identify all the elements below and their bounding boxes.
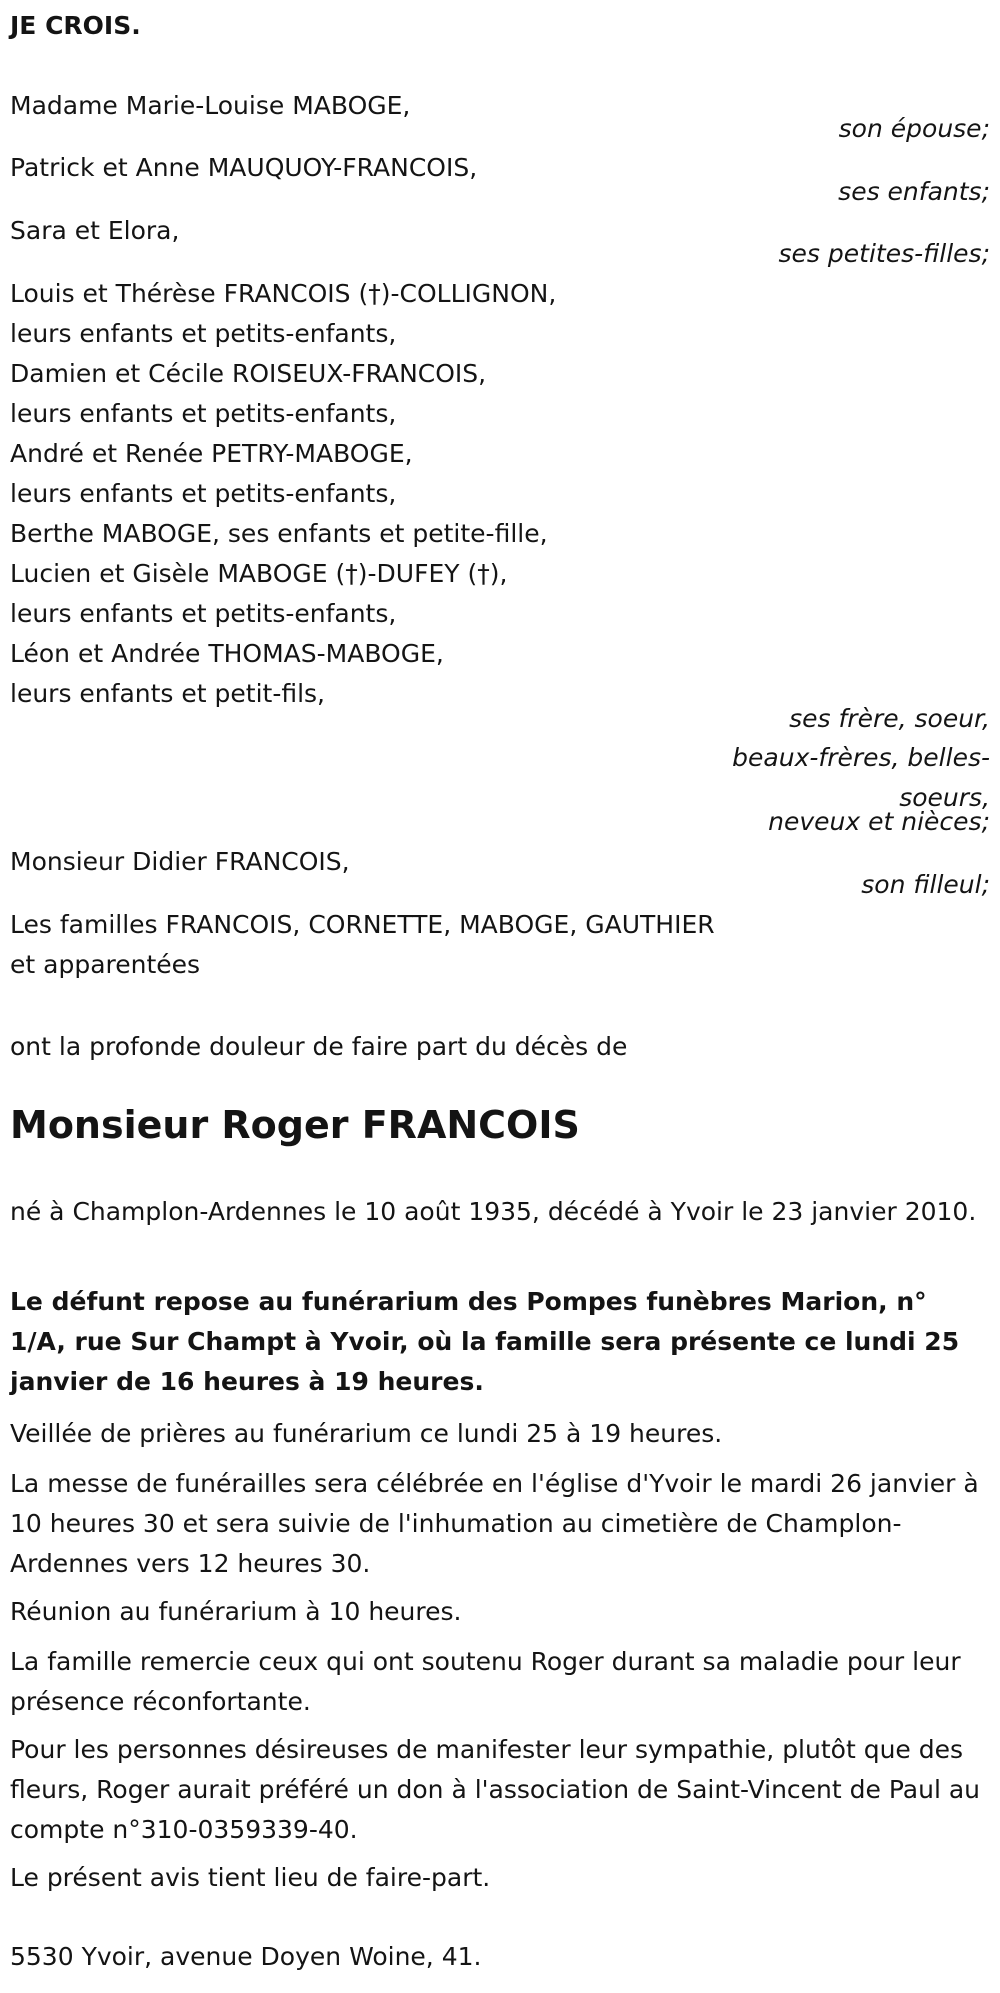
funerarium-paragraph: Le défunt repose au funérarium des Pompes funèbres Marion, n° 1/A, rue Sur Champt à Yvoir, où la famille sera présente ce lundi 25 janvier de 16 heures à 19 heures. [10,1287,960,1396]
relation-label: ses frère, soeur, [789,704,990,733]
relation-label: soeurs, [899,783,990,812]
mourner-line: Sara et Elora, [10,216,180,245]
mourner-line: André et Renée PETRY-MABOGE, [10,439,413,468]
mourner-line: Léon et Andrée THOMAS-MABOGE, [10,639,444,668]
mourner-line: et apparentées [10,950,201,979]
birth-death-paragraph: né à Champlon-Ardennes le 10 août 1935, décédé à Yvoir le 23 janvier 2010. [10,1197,977,1226]
relation-label: ses enfants; [838,177,990,206]
mourner-line: Madame Marie-Louise MABOGE, [10,91,411,120]
mourner-line: leurs enfants et petits-enfants, [10,599,397,628]
address: 5530 Yvoir, avenue Doyen Woine, 41. [10,1942,482,1971]
mourner-line: Berthe MABOGE, ses enfants et petite-fille, [10,519,548,548]
mourner-line: Lucien et Gisèle MABOGE (†)-DUFEY (†), [10,559,508,588]
mourner-line: leurs enfants et petits-enfants, [10,399,397,428]
relation-label: son filleul; [861,870,990,899]
intro-heading: JE CROIS. [10,11,141,40]
mourner-line: Les familles FRANCOIS, CORNETTE, MABOGE, GAUTHIER [10,910,715,939]
mourner-line: Damien et Cécile ROISEUX-FRANCOIS, [10,359,487,388]
relation-label: ses petites-filles; [778,239,990,268]
relation-label: neveux et nièces; [768,807,990,836]
mourner-line: Monsieur Didier FRANCOIS, [10,847,350,876]
vigil-paragraph: Veillée de prières au funérarium ce lundi 25 à 19 heures. [10,1419,723,1448]
mourner-line: Patrick et Anne MAUQUOY-FRANCOIS, [10,153,478,182]
mourner-line: leurs enfants et petits-enfants, [10,479,397,508]
mourner-line: leurs enfants et petits-enfants, [10,319,397,348]
deceased-name: Monsieur Roger FRANCOIS [10,1103,580,1147]
funeral-mass-paragraph: La messe de funérailles sera célébrée en l'église d'Yvoir le mardi 26 janvier à 10 heures 30 et sera suivie de l'inhumation au cimetière de Champlon-Ardennes vers 12 heures 30. [10,1469,979,1578]
donation-paragraph: Pour les personnes désireuses de manifester leur sympathie, plutôt que des fleurs, Roger aurait préféré un don à l'association de Saint-Vincent de Paul au compte n°310-0359339-40. [10,1735,981,1844]
relation-label: beaux-frères, belles- [732,743,990,772]
notice-paragraph: Le présent avis tient lieu de faire-part. [10,1863,491,1892]
mourner-line: Louis et Thérèse FRANCOIS (†)-COLLIGNON, [10,279,557,308]
announcement: ont la profonde douleur de faire part du décès de [10,1032,628,1061]
reunion-paragraph: Réunion au funérarium à 10 heures. [10,1597,462,1626]
thanks-paragraph: La famille remercie ceux qui ont soutenu Roger durant sa maladie pour leur présence réconfortante. [10,1647,961,1716]
mourner-line: leurs enfants et petit-fils, [10,679,326,708]
relation-label: son épouse; [838,114,990,143]
